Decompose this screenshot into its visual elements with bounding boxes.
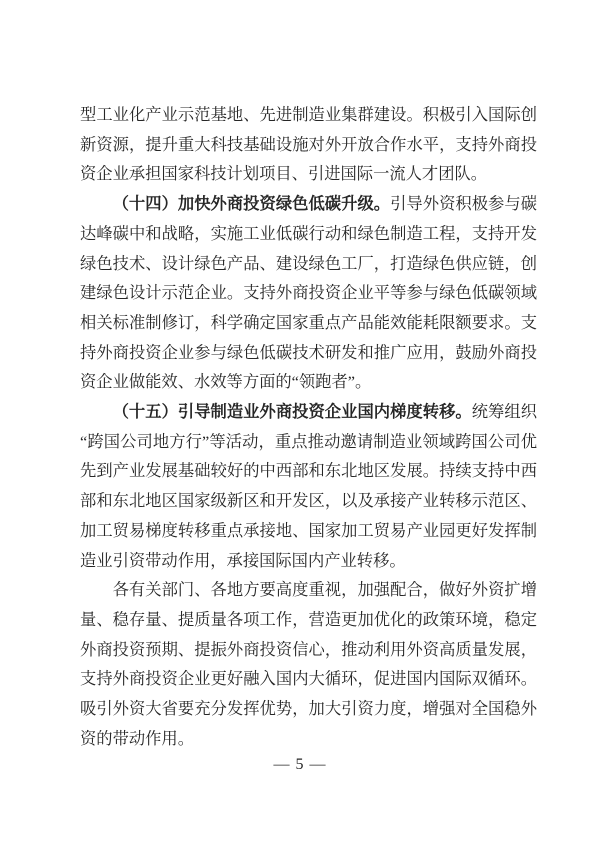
- paragraph-1: 型工业化产业示范基地、先进制造业集群建设。积极引入国际创新资源，提升重大科技基础设施对外开放合作水平，支持外商投资企业承担国家科技计划项目、引进国际一流人才团队。: [80, 105, 537, 184]
- document-body: [80, 100, 537, 753]
- paragraph-2: （十四）加快外商投资绿色低碳升级。引导外资积极参与碳达峰碳中和战略，实施工业低碳行动和绿色制造工程，支持开发绿色技术、设计绿色产品、建设绿色工厂，打造绿色供应链，创建绿色设计示范企业。支持外商投资企业平等参与绿色低碳领域相关标准制修订，科学确定国家重点产品能效能耗限额要求。支持外商投资企业参与绿色低碳技术研发和推广应用，鼓励外商投资企业做能效、水效等方面的“领跑者”。: [80, 194, 537, 392]
- paragraph-4: 各有关部门、各地方要高度重视，加强配合，做好外资扩增量、稳存量、提质量各项工作，营造更加优化的政策环境，稳定外商投资预期、提振外商投资信心，推动利用外资高质量发展，支持外商投资企业更好融入国内大循环，促进国内国际双循环。吸引外资大省要充分发挥优势，加大引资力度，增强对全国稳外资的带动作用。: [80, 580, 537, 748]
- page-number: — 5 —: [273, 756, 327, 773]
- paragraph-3-lead: （十五）引导制造业外商投资企业国内梯度转移。: [112, 402, 472, 422]
- paragraph-3: （十五）引导制造业外商投资企业国内梯度转移。统筹组织“跨国公司地方行”等活动，重点推动邀请制造业领域跨国公司优先到产业发展基础较好的中西部和东北地区发展。持续支持中西部和东北地区国家级新区和开发区，以及承接产业转移示范区、加工贸易梯度转移重点承接地、国家加工贸易产业园更好发挥制造业引资带动作用，承接国际国内产业转移。: [80, 402, 537, 570]
- paragraph-2-lead: （十四）加快外商投资绿色低碳升级。: [112, 194, 391, 214]
